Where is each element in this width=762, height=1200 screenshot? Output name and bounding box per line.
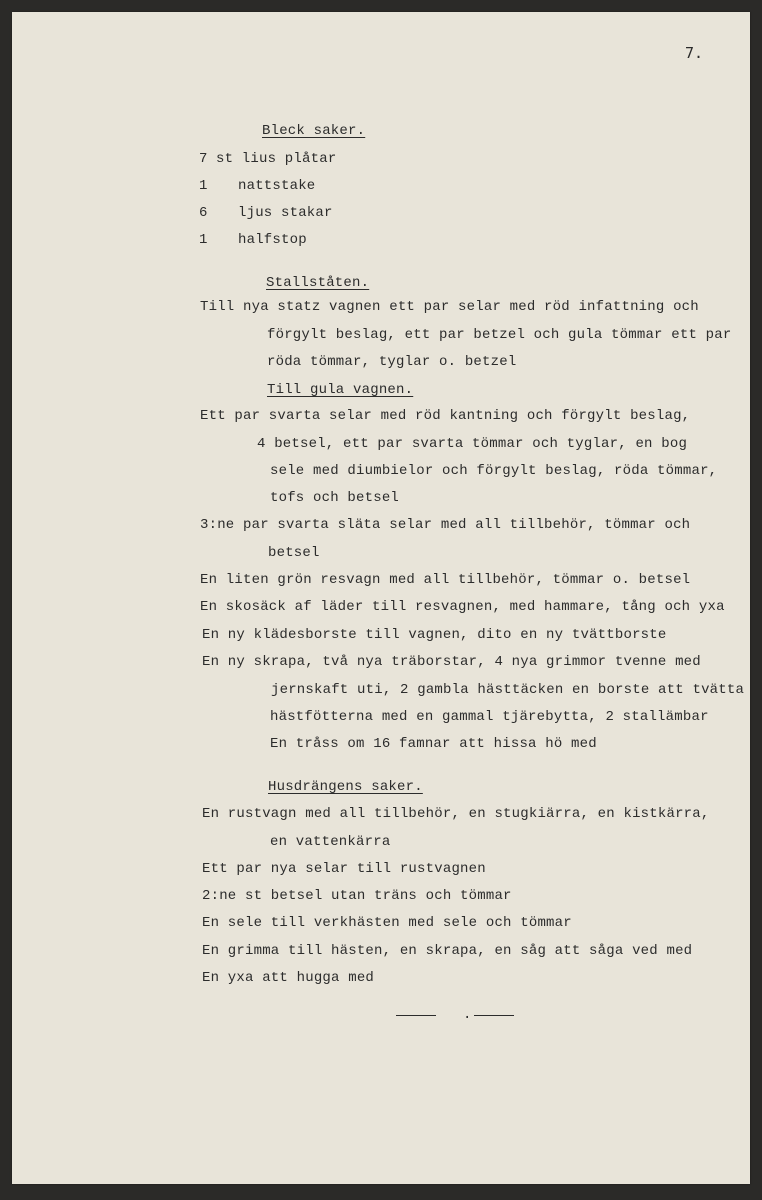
text-line: En rustvagn med all tillbehör, en stugkiärra, en kistkärra,: [202, 806, 710, 822]
text-line: betsel: [268, 545, 320, 561]
text-line: En sele till verkhästen med sele och tömmar: [202, 915, 572, 931]
text-line: En grimma till hästen, en skrapa, en såg att såga ved med: [202, 943, 693, 959]
item-text: nattstake: [238, 178, 316, 194]
text-line: Ett par nya selar till rustvagnen: [202, 861, 486, 877]
subheading-gula-vagnen: Till gula vagnen.: [267, 382, 414, 398]
text-line: 2:ne st betsel utan träns och tömmar: [202, 888, 512, 904]
item-text: st lius plåtar: [216, 151, 337, 167]
text-line: En skosäck af läder till resvagnen, med hammare, tång och yxa: [200, 599, 725, 615]
text-line: tofs och betsel: [270, 490, 400, 506]
text-line: sele med diumbielor och förgylt beslag, röda tömmar,: [270, 463, 718, 479]
end-mark-dot: .: [463, 1007, 472, 1023]
heading-bleck-saker: Bleck saker.: [262, 123, 366, 139]
item-text: halfstop: [238, 232, 307, 248]
text-line: Ett par svarta selar med röd kantning och förgylt beslag,: [200, 408, 691, 424]
text-line: röda tömmar, tyglar o. betzel: [267, 354, 517, 370]
end-mark-left: [396, 1015, 436, 1016]
item-qty: 6: [199, 205, 208, 221]
text-line: En liten grön resvagn med all tillbehör, tömmar o. betsel: [200, 572, 691, 588]
item-qty: 1: [199, 232, 208, 248]
end-mark-right: [474, 1015, 514, 1016]
text-line: En ny skrapa, två nya träborstar, 4 nya grimmor tvenne med: [202, 654, 701, 670]
text-line: jernskaft uti, 2 gambla hästtäcken en borste att tvätta: [271, 682, 745, 698]
text-line: 4 betsel, ett par svarta tömmar och tyglar, en bog: [257, 436, 688, 452]
text-line: En yxa att hugga med: [202, 970, 375, 986]
text-line: En ny klädesborste till vagnen, dito en ny tvättborste: [202, 627, 667, 643]
text-line: Till nya statz vagnen ett par selar med röd infattning och: [200, 299, 699, 315]
heading-husdrangens-saker: Husdrängens saker.: [268, 779, 423, 795]
text-line: 3:ne par svarta släta selar med all tillbehör, tömmar och: [200, 517, 691, 533]
item-qty: 1: [199, 178, 208, 194]
text-line: förgylt beslag, ett par betzel och gula tömmar ett par: [267, 327, 732, 343]
heading-stallstaten: Stallståten.: [266, 275, 370, 291]
item-qty: 7: [199, 151, 208, 167]
page-number: 7.: [685, 44, 704, 62]
text-line: En tråss om 16 famnar att hissa hö med: [270, 736, 597, 752]
text-line: en vattenkärra: [270, 834, 391, 850]
item-text: ljus stakar: [238, 205, 333, 221]
document-page: [12, 12, 750, 1184]
text-line: hästfötterna med en gammal tjärebytta, 2 stallämbar: [270, 709, 709, 725]
